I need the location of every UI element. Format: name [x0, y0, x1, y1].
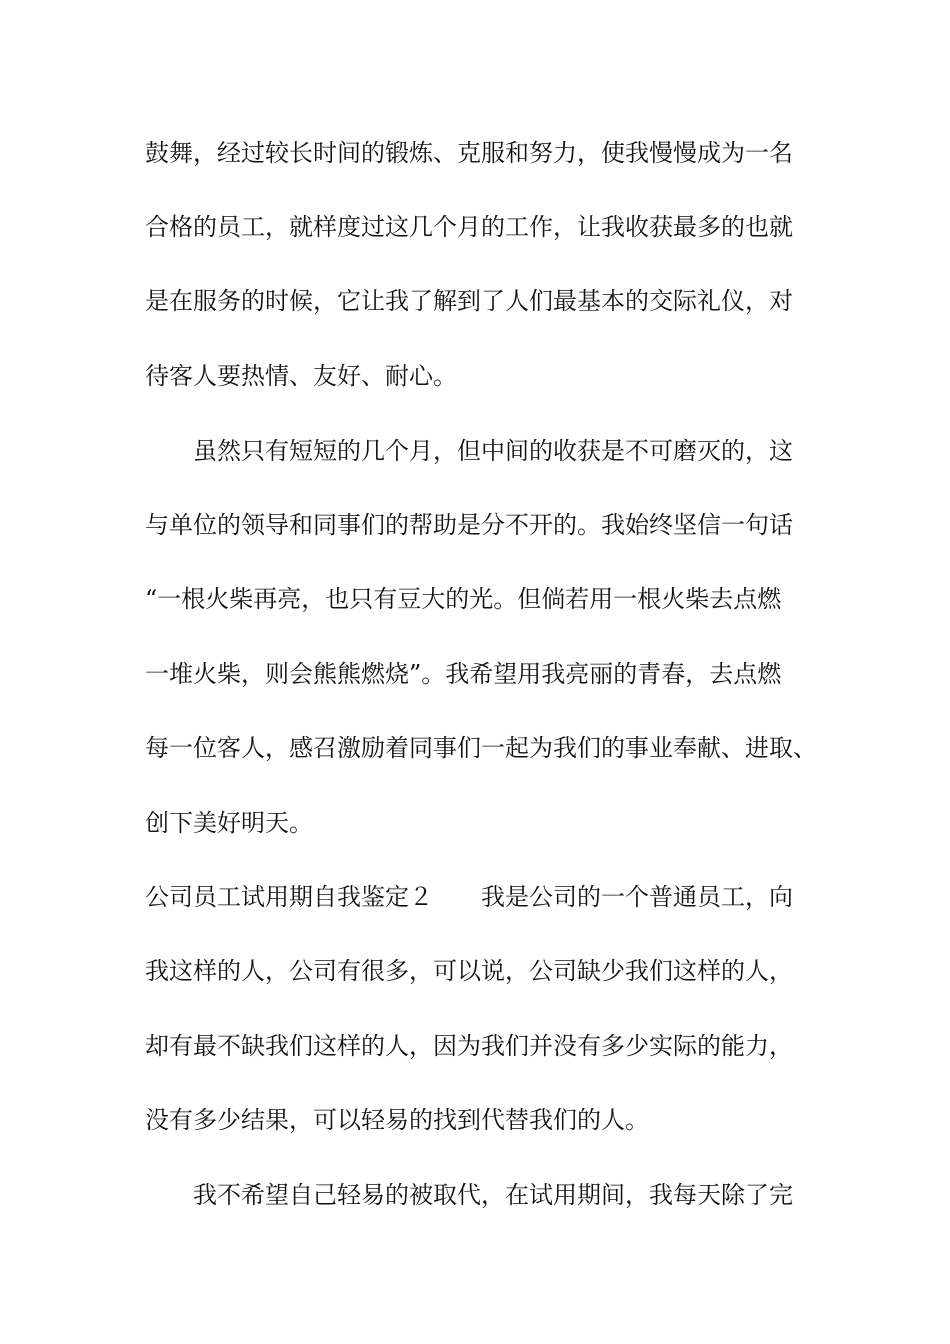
- paragraph-line: 待客人要热情、友好、耐心。: [145, 362, 457, 390]
- section-heading: 公司员工试用期自我鉴定２: [145, 883, 433, 911]
- paragraph-line: 却有最不缺我们这样的人，因为我们并没有多少实际的能力，: [145, 1032, 793, 1060]
- paragraph-line: “一根火柴再亮，也只有豆大的光。但倘若用一根火柴去点燃: [145, 585, 782, 613]
- paragraph-line: 鼓舞，经过较长时间的锻炼、克服和努力，使我慢慢成为一名: [145, 139, 793, 167]
- paragraph-line: 创下美好明天。: [145, 809, 313, 837]
- paragraph-line: 每一位客人，感召激励着同事们一起为我们的事业奉献、进取、: [145, 734, 817, 762]
- heading-line: [145, 882, 845, 912]
- paragraph-line: 是在服务的时候，它让我了解到了人们最基本的交际礼仪，对: [145, 287, 793, 315]
- paragraph-start: 我是公司的一个普通员工，向: [481, 883, 793, 911]
- paragraph-line: 合格的员工，就样度过这几个月的工作，让我收获最多的也就: [145, 213, 793, 241]
- paragraph-line: 我不希望自己轻易的被取代，在试用期间，我每天除了完: [193, 1181, 793, 1209]
- paragraph-line: 与单位的领导和同事们的帮助是分不开的。我始终坚信一句话: [145, 511, 793, 539]
- paragraph-line: 虽然只有短短的几个月，但中间的收获是不可磨灭的，这: [193, 437, 793, 465]
- paragraph-line: 一堆火柴，则会熊熊燃烧”。我希望用我亮丽的青春，去点燃: [145, 660, 782, 688]
- paragraph-line: 我这样的人，公司有很多，可以说，公司缺少我们这样的人，: [145, 957, 793, 985]
- paragraph-line: 没有多少结果，可以轻易的找到代替我们的人。: [145, 1106, 649, 1134]
